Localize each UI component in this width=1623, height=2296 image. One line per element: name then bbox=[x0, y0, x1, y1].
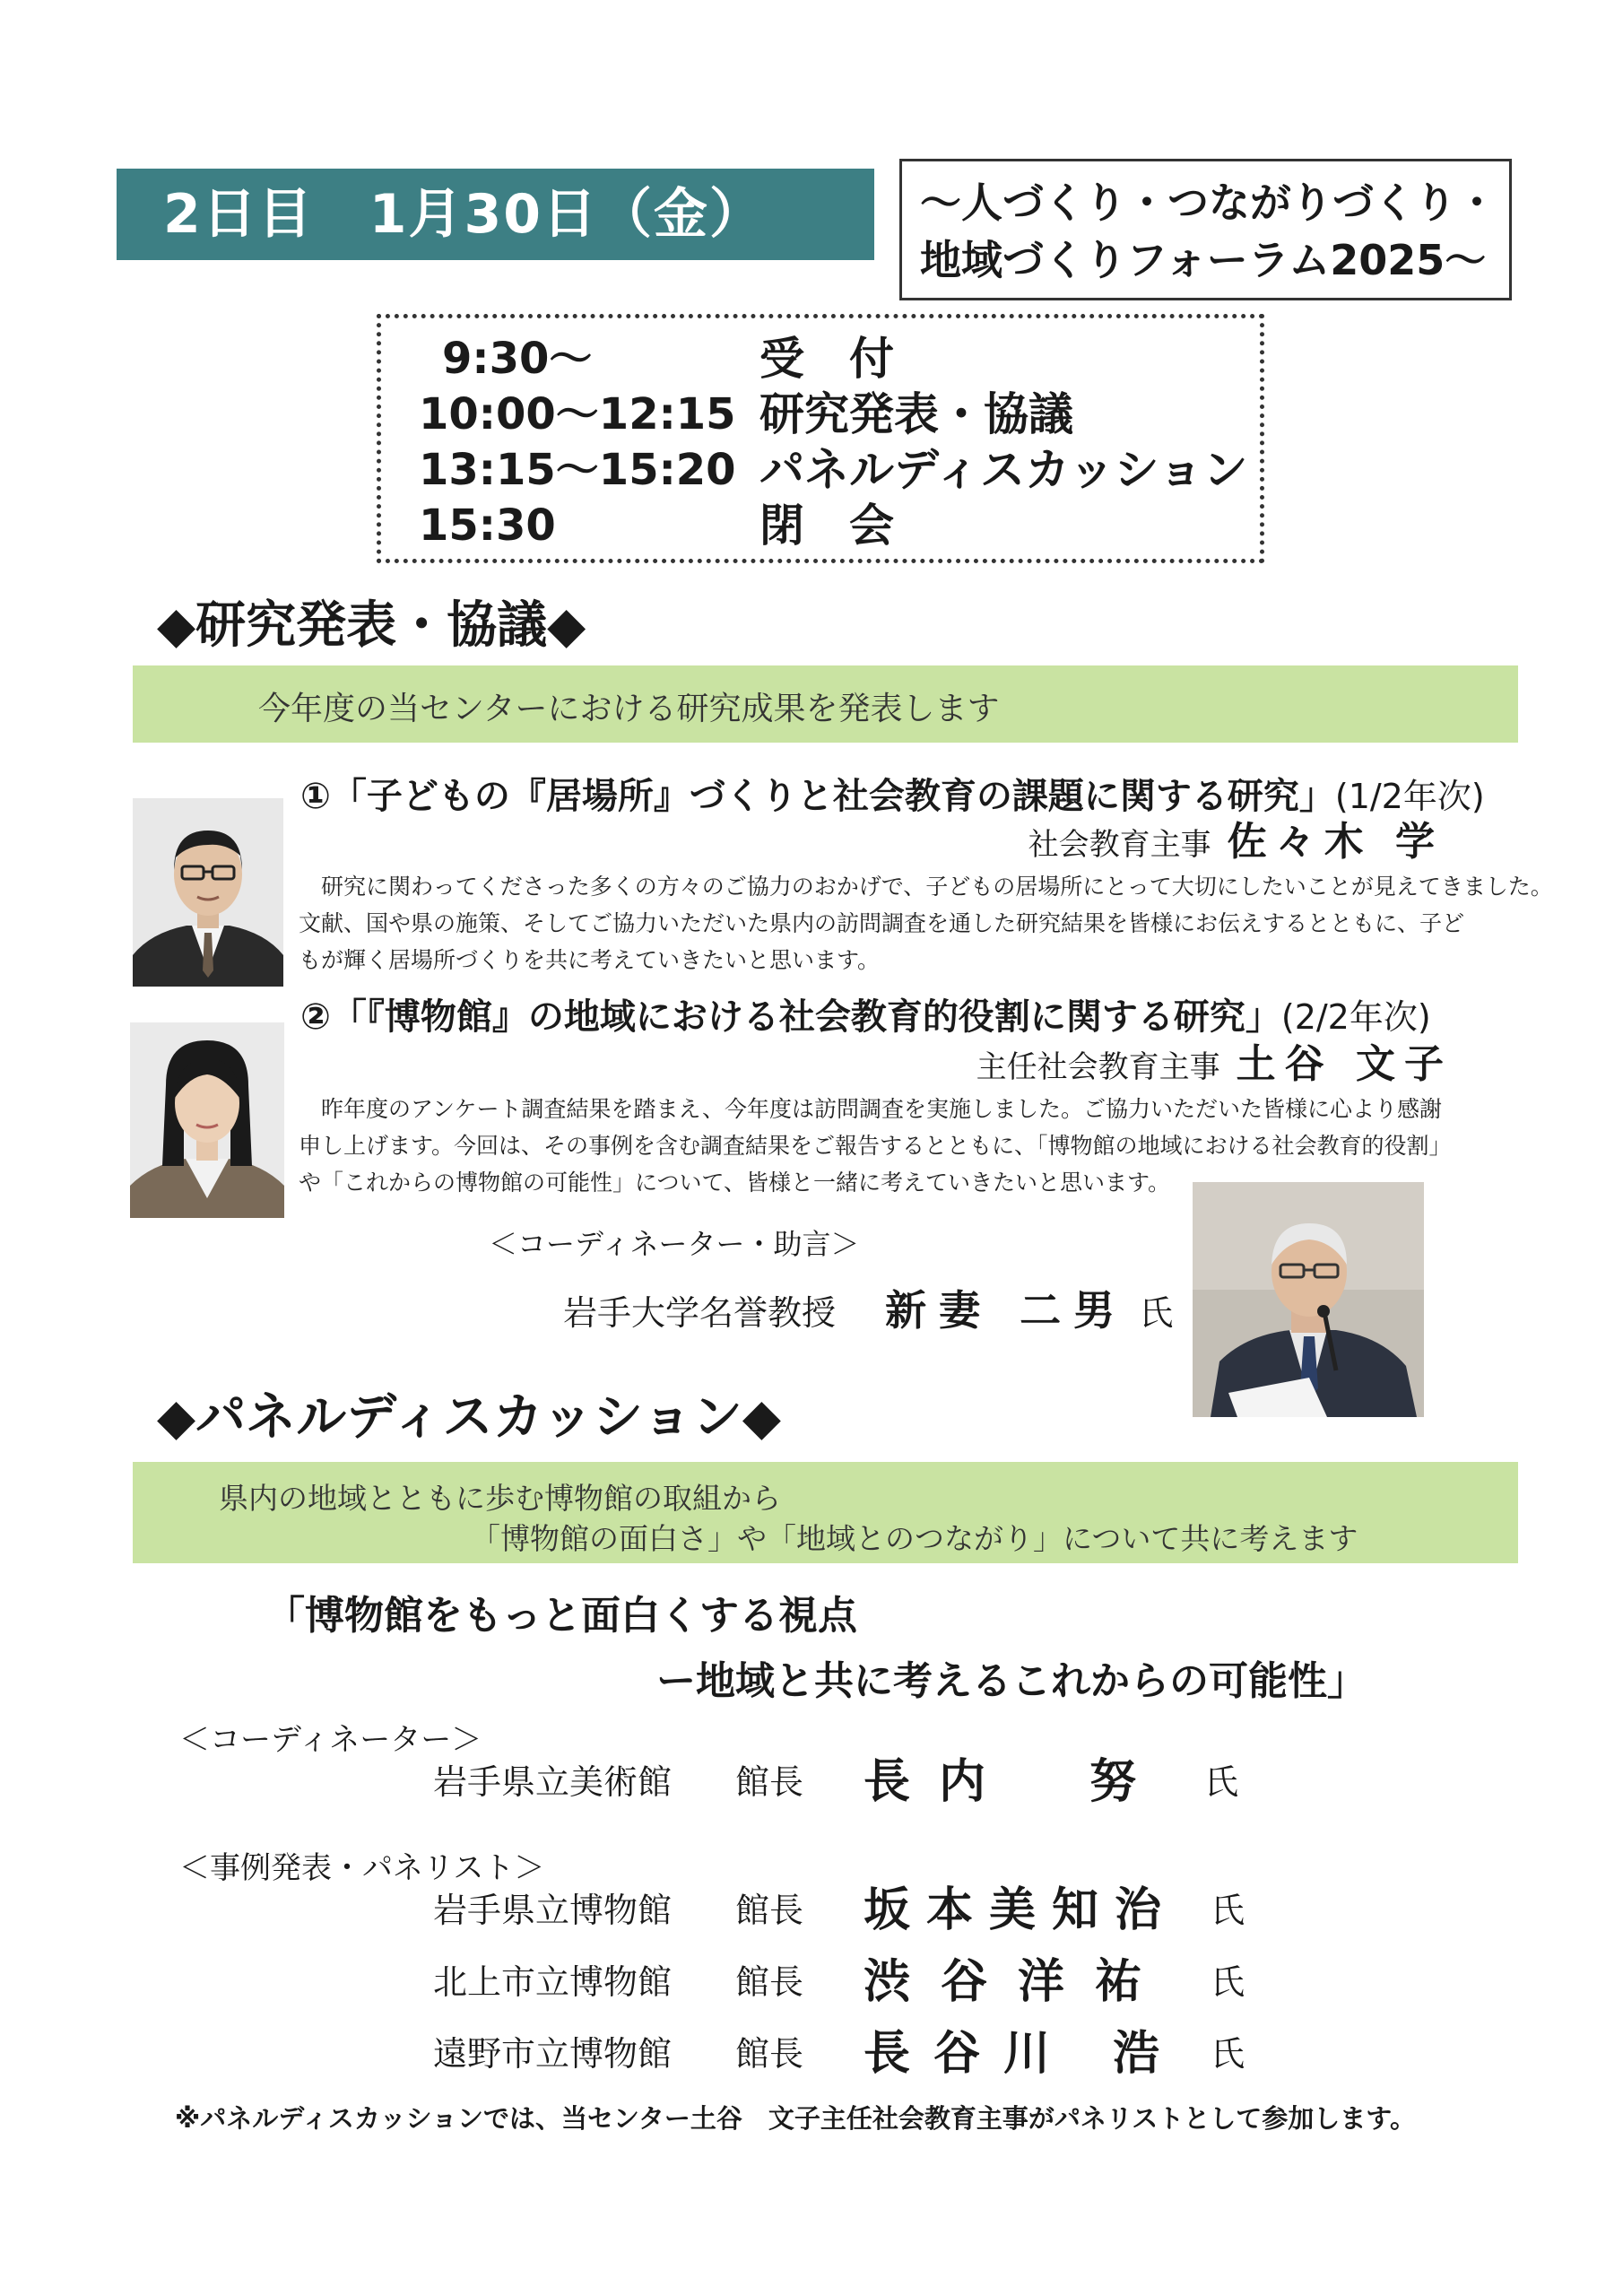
presenter-name: 土谷 文子 bbox=[1236, 1041, 1453, 1087]
panelist-name: 渋谷洋祐 bbox=[864, 1955, 1173, 2009]
panelist-name: 長谷川 浩 bbox=[864, 2027, 1184, 2081]
research-body-1 bbox=[299, 868, 1553, 978]
panelist-row bbox=[0, 1879, 1623, 1942]
schedule-time: 15:30 bbox=[419, 500, 556, 551]
speaker-photo-icon bbox=[1193, 1182, 1424, 1417]
research-title-1 bbox=[300, 773, 1485, 820]
panelist-label: ＜事例発表・パネリスト＞ bbox=[179, 1850, 545, 1886]
panel-heading: ◆パネルディスカッション◆ bbox=[157, 1388, 781, 1447]
body-line: 申し上げます。今回は、その事例を含む調査結果をご報告するとともに、「博物館の地域における社会教育的役割」 bbox=[299, 1133, 1452, 1159]
presenter-name: 佐々木 学 bbox=[1227, 819, 1444, 865]
panel-theme-line1: 「博物館をもっと面白くする視点 bbox=[265, 1593, 857, 1639]
research-title-text: ①「子どもの『居場所』づくりと社会教育の課題に関する研究」 bbox=[300, 776, 1335, 817]
research-band bbox=[133, 665, 1518, 743]
research-band-text: 今年度の当センターにおける研究成果を発表します bbox=[258, 691, 1000, 727]
schedule-time: 9:30～ bbox=[442, 334, 593, 384]
advisor-label: ＜コーディネーター・助言＞ bbox=[489, 1227, 860, 1261]
schedule-row bbox=[419, 387, 1244, 442]
schedule-label: パネルディスカッション bbox=[759, 444, 1248, 496]
body-line: 文献、国や県の施策、そしてご協力いただいた県内の訪問調査を通した研究結果を皆様にお伝えするとともに、子ど bbox=[299, 910, 1465, 936]
panelist-honorific: 氏 bbox=[1211, 2034, 1245, 2074]
advisor-line bbox=[563, 1278, 1173, 1337]
body-line: 研究に関わってくださった多くの方々のご協力のおかげで、子どもの居場所にとって大切にしたいことが見えてきました。 bbox=[299, 874, 1553, 900]
presenter-photo-sasaki bbox=[133, 798, 283, 987]
body-line: や「これからの博物館の可能性」について、皆様と一緒に考えていきたいと思います。 bbox=[299, 1170, 1171, 1196]
research-title-2 bbox=[300, 994, 1431, 1040]
panelist-row bbox=[0, 1951, 1623, 2013]
panel-band-line1: 県内の地域とともに歩む博物館の取組から bbox=[219, 1481, 781, 1516]
panelist-honorific: 氏 bbox=[1211, 1962, 1245, 2002]
presenter-photo-tsuchiya bbox=[130, 1022, 284, 1218]
coordinator-row bbox=[0, 1751, 1623, 1813]
schedule-label: 受 付 bbox=[759, 333, 894, 385]
advisor-honorific: 氏 bbox=[1139, 1293, 1174, 1333]
advisor-photo bbox=[1193, 1182, 1424, 1417]
forum-title-line2: 地域づくりフォーラム2025～ bbox=[920, 236, 1487, 284]
panelist-title: 館長 bbox=[735, 1962, 804, 2002]
panelist-org: 岩手県立博物館 bbox=[433, 1891, 673, 1930]
schedule-label: 研究発表・協議 bbox=[759, 388, 1073, 440]
advisor-title: 岩手大学名誉教授 bbox=[563, 1293, 837, 1333]
panelist-row bbox=[0, 2022, 1623, 2085]
forum-title-box bbox=[899, 159, 1512, 300]
panelist-honorific: 氏 bbox=[1211, 1891, 1245, 1930]
presenter-2 bbox=[976, 1043, 1453, 1089]
schedule-time: 13:15～15:20 bbox=[419, 445, 736, 495]
panelist-org: 遠野市立博物館 bbox=[433, 2034, 673, 2074]
coordinator-label: ＜コーディネーター＞ bbox=[179, 1722, 482, 1758]
research-title-text: ②「『博物館』の地域における社会教育的役割に関する研究」 bbox=[300, 996, 1281, 1038]
body-line: もが輝く居場所づくりを共に考えていきたいと思います。 bbox=[299, 947, 881, 973]
schedule-row bbox=[419, 498, 1244, 553]
schedule-label: 閉 会 bbox=[759, 500, 894, 552]
panel-band bbox=[133, 1462, 1518, 1563]
panelist-org: 北上市立博物館 bbox=[433, 1962, 673, 2002]
body-line: 昨年度のアンケート調査結果を踏まえ、今年度は訪問調査を実施しました。ご協力いただいた皆様に心より感謝 bbox=[299, 1096, 1443, 1122]
coordinator-honorific: 氏 bbox=[1204, 1762, 1239, 1802]
forum-title-line1: ～人づくり・つながりづくり・ bbox=[920, 178, 1497, 227]
day-banner: 2日目 1月30日（金） bbox=[117, 169, 874, 260]
portrait-woman-icon bbox=[130, 1022, 284, 1218]
coordinator-name: 長内 努 bbox=[864, 1755, 1166, 1809]
advisor-name: 新妻 二男 bbox=[885, 1286, 1128, 1335]
presenter-1 bbox=[1028, 821, 1444, 866]
research-year: (2/2年次) bbox=[1280, 997, 1431, 1037]
research-heading: ◆研究発表・協議◆ bbox=[157, 596, 586, 655]
panelist-title: 館長 bbox=[735, 2034, 804, 2074]
research-year: (1/2年次) bbox=[1334, 777, 1485, 816]
panelist-name: 坂本美知治 bbox=[864, 1883, 1178, 1937]
panel-note: ※パネルディスカッションでは、当センター土谷 文子主任社会教育主事がパネリストとして参加します。 bbox=[175, 2103, 1416, 2134]
schedule-row bbox=[419, 442, 1248, 498]
presenter-role: 主任社会教育主事 bbox=[976, 1049, 1220, 1085]
schedule-time: 10:00～12:15 bbox=[419, 389, 736, 439]
panel-theme-line2: ー地域と共に考えるこれからの可能性」 bbox=[656, 1658, 1367, 1704]
coordinator-title: 館長 bbox=[735, 1762, 804, 1802]
coordinator-org: 岩手県立美術館 bbox=[433, 1762, 673, 1802]
schedule-box bbox=[377, 314, 1264, 563]
portrait-man-icon bbox=[133, 798, 283, 987]
schedule-row bbox=[419, 331, 1244, 387]
panelist-title: 館長 bbox=[735, 1891, 804, 1930]
presenter-role: 社会教育主事 bbox=[1028, 827, 1211, 863]
panel-band-line2: 「博物館の面白さ」や「地域とのつながり」について共に考えます bbox=[471, 1521, 1358, 1556]
